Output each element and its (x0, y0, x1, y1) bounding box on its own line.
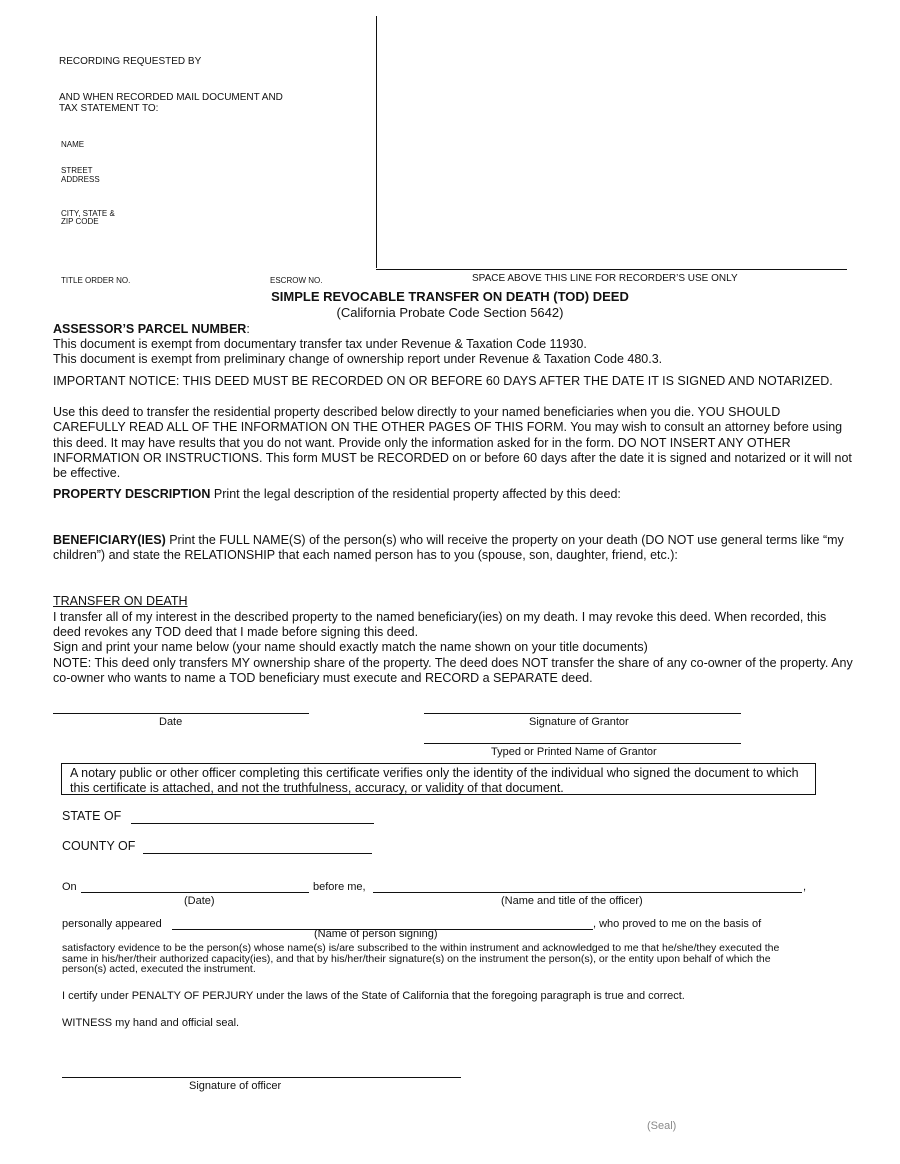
grantor-name-caption: Typed or Printed Name of Grantor (491, 746, 657, 758)
escrow-label: ESCROW NO. (270, 276, 323, 285)
city-label-1: CITY, STATE & (61, 209, 115, 218)
mail-to-label-line1: AND WHEN RECORDED MAIL DOCUMENT AND (59, 92, 283, 103)
date-line (53, 713, 309, 714)
state-of-line (131, 823, 374, 824)
grantor-signature-line (424, 713, 741, 714)
notary-disclaimer-box (61, 763, 816, 795)
date-caption: Date (159, 716, 183, 728)
tod-transfer-text: I transfer all of my interest in the described property to the named beneficiary(ies) on my death. I may revoke this deed. When recorded, this deed revokes any TOD deed that I made before signing this deed. (53, 610, 827, 640)
witness-text: WITNESS my hand and official seal. (62, 1017, 240, 1029)
important-notice: IMPORTANT NOTICE: THIS DEED MUST BE RECORDED ON OR BEFORE 60 DAYS AFTER THE DATE IT IS SIGNED AND NOTARIZED. (53, 374, 833, 388)
officer-signature-caption: Signature of officer (189, 1080, 282, 1092)
recorder-space-line (376, 269, 847, 270)
property-description (53, 487, 853, 502)
notary-disclaimer-text: A notary public or other officer completing this certificate verifies only the identity of the individual who signed the document to which this certificate is attached, and not the truthfulness, accuracy, or validity of that document. (70, 766, 799, 795)
recorder-divider (376, 16, 377, 268)
tod-heading: TRANSFER ON DEATH (53, 594, 188, 608)
officer-line-comma: , (803, 881, 807, 893)
recording-requested-label: RECORDING REQUESTED BY (59, 56, 202, 67)
apn-colon: : (246, 322, 250, 336)
recorder-use-label: SPACE ABOVE THIS LINE FOR RECORDER’S USE ONLY (472, 273, 738, 284)
name-label: NAME (61, 140, 85, 149)
officer-signature-line (62, 1077, 461, 1078)
person-signing-caption: (Name of person signing) (314, 928, 438, 940)
county-of-label: COUNTY OF (62, 839, 136, 853)
usage-instructions: Use this deed to transfer the residential property described below directly to your named beneficiaries when you die. YOU SHOULD CAREFULLY READ ALL OF THE INFORMATION ON THE OTHER PAGES OF THIS FORM. You may wish to consult an attorney before using this deed. It may have results that you do not want. Provide only the information asked for in the form. DO NOT INSERT ANY OTHER INFORMATION OR INSTRUCTIONS. This form MUST be RECORDED on or before 60 days after the date it is signed and notarized or it will not be effective. (53, 405, 852, 481)
before-me-label: before me, (313, 881, 366, 893)
mail-to-label-line2: TAX STATEMENT TO: (59, 103, 159, 114)
officer-caption: (Name and title of the officer) (501, 895, 643, 907)
tod-note: NOTE: This deed only transfers MY ownership share of the property. The deed does NOT transfer the share of any co-owner of the property. Any co-owner who wants to name a TOD beneficiary must execute and RECORD a SEPARATE deed. (53, 656, 853, 686)
deed-title: SIMPLE REVOCABLE TRANSFER ON DEATH (TOD) DEED (271, 289, 629, 304)
seal-label: (Seal) (647, 1120, 677, 1132)
apn-label: ASSESSOR’S PARCEL NUMBER (53, 322, 247, 336)
state-of-label: STATE OF (62, 809, 122, 823)
who-proved-label: , who proved to me on the basis of (593, 918, 762, 930)
property-description-label: PROPERTY DESCRIPTION (53, 487, 211, 501)
title-order-label: TITLE ORDER NO. (61, 276, 131, 285)
beneficiaries-text: Print the FULL NAME(S) of the person(s) who will receive the property on your death (DO NOT use general terms like “my children”) and state the RELATIONSHIP that each named person has to you (spouse, son, daughter, friend, etc.): (53, 533, 844, 563)
exempt-transfer-tax: This document is exempt from documentary transfer tax under Revenue & Taxation Code 11930. (53, 337, 587, 351)
apn-line (53, 322, 250, 337)
beneficiaries (53, 533, 848, 564)
officer-name-line (373, 892, 802, 893)
tod-sign-instruction: Sign and print your name below (your name should exactly match the name shown on your title documents) (53, 640, 648, 654)
grantor-signature-caption: Signature of Grantor (529, 716, 629, 728)
street-label-2: ADDRESS (61, 175, 100, 184)
grantor-name-line (424, 743, 741, 744)
county-of-line (143, 853, 372, 854)
deed-subtitle: (California Probate Code Section 5642) (336, 305, 564, 320)
beneficiaries-label: BENEFICIARY(IES) (53, 533, 166, 547)
property-description-text: Print the legal description of the residential property affected by this deed: (210, 487, 621, 501)
on-label: On (62, 881, 77, 893)
city-label-2: ZIP CODE (61, 217, 99, 226)
personally-appeared-label: personally appeared (62, 918, 162, 930)
on-date-line (81, 892, 309, 893)
date-caption-notary: (Date) (184, 895, 215, 907)
certify-perjury-text: I certify under PENALTY OF PERJURY under the laws of the State of California that the foregoing paragraph is true and correct. (62, 990, 685, 1002)
exempt-change-ownership: This document is exempt from preliminary change of ownership report under Revenue & Taxation Code 480.3. (53, 352, 663, 366)
satisfactory-evidence-text: satisfactory evidence to be the person(s) whose name(s) is/are subscribed to the within instrument and acknowledged to me that he/she/they executed the same in his/her/their authorized capacity(ies), and that by his/her/their signature(s) on the instrument the person(s), or the entity upon behalf of which the person(s) acted, executed the instrument. (62, 942, 780, 975)
street-label-1: STREET (61, 166, 93, 175)
